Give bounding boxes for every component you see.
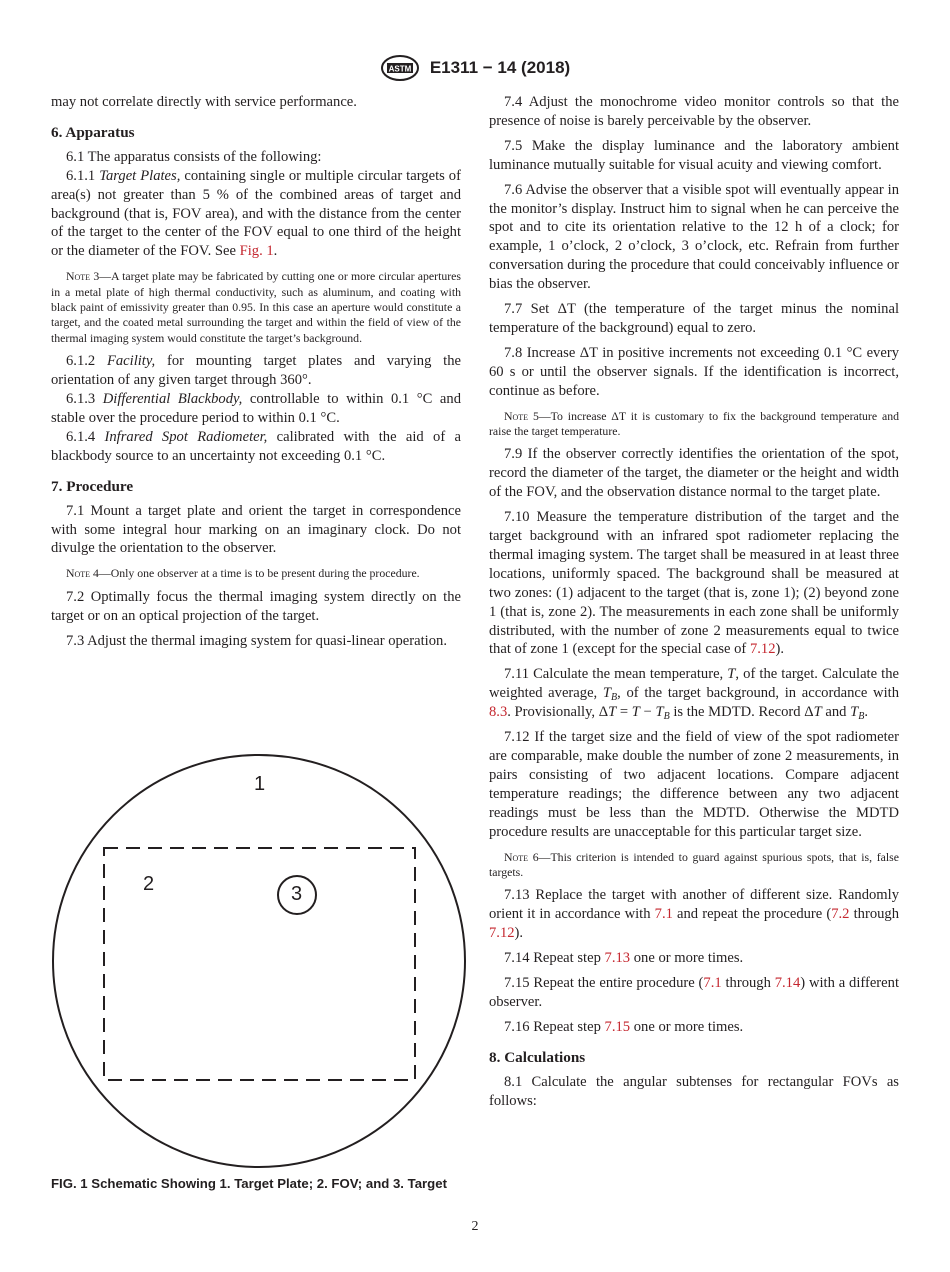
page-header — [0, 54, 950, 82]
paragraph-7-10 — [489, 508, 899, 659]
paragraph-7-13 — [489, 886, 899, 943]
symbol-t: T — [727, 666, 736, 683]
note-label: Note 5 — [504, 408, 539, 423]
target-plate-circle — [53, 755, 465, 1167]
clause-text: containing single or multiple circular targets of area(s) not greater than 5 % of the combined areas of target and background (that is, FOV area), and with the distance from the center of the target to the center of the FOV equal to one third of the height or the diameter of the FOV. See — [51, 167, 461, 260]
clause-number: 6.1.4 — [66, 428, 96, 445]
subscript-b: B — [663, 711, 670, 723]
clause-text: 7.15 Repeat the entire procedure ( — [504, 974, 704, 991]
clause-number: 6.1.1 — [66, 167, 96, 184]
symbol-t: T — [850, 704, 859, 721]
note-3 — [51, 269, 461, 346]
term: Infrared Spot Radiometer, — [104, 428, 268, 445]
clause-text: for mounting target plates and varying the orientation of any given target through 360°. — [51, 353, 461, 389]
paragraph-7-15 — [489, 974, 899, 1012]
clause-text: through — [725, 974, 771, 991]
link-7-1[interactable]: 7.1 — [654, 906, 673, 923]
page-number: 2 — [471, 1219, 479, 1234]
paragraph-7-3: 7.3 Adjust the thermal imaging system for quasi-linear operation. — [66, 632, 447, 649]
paragraph-7-12: 7.12 If the target size and the field of view of the spot radiometer are comparable, make double the number of zone 2 measurements, in pairs consisting of two adjacent locations. Compare adjacent temperature readings; the difference between any two adjacent readings must be less than the MDTD. Otherwise the MDTD procedure results are unacceptable for this particular target size. — [489, 729, 899, 840]
label-target-plate: 1 — [254, 773, 266, 795]
link-7-2[interactable]: 7.2 — [831, 906, 850, 923]
paragraph-6-1-3 — [51, 390, 461, 428]
note-label: Note 3 — [66, 269, 100, 284]
symbol-t: T — [813, 704, 822, 721]
link-7-14[interactable]: 7.14 — [774, 974, 801, 991]
paragraph-7-11 — [489, 665, 899, 722]
clause-text: 7.10 Measure the temperature distribution of the target and the target background with an infrared spot radiometer replacing the thermal imaging system. The target shall be measured in at least three locations, uniformly spaced. The background shall be measured at two zones: (1) adjacent to the target (that is, zone 1); (2) beyond zone 1 (that is, zone 2). The measurements in each zone shall be uniformly distributed, with the number of zone 2 measurements equal to twice that of zone 1 (except for the special case of — [489, 509, 899, 658]
clause-text: and repeat the procedure ( — [677, 906, 832, 923]
link-8-3[interactable]: 8.3 — [489, 704, 508, 721]
link-7-15[interactable]: 7.15 — [604, 1018, 631, 1035]
clause-text: 7.11 Calculate the mean temperature, — [504, 666, 724, 683]
svg-text:ASTM: ASTM — [388, 64, 412, 74]
fig-1-link[interactable]: Fig. 1 — [239, 243, 274, 260]
astm-logo-icon — [380, 54, 420, 82]
clause-text: is the MDTD. Record Δ — [669, 704, 814, 721]
paragraph-7-6: 7.6 Advise the observer that a visible spot will eventually appear in the monitor’s display. Instruct him to signal when he can perceive the spot and to cite its orientation relative to the 12 h of a clock; for example, 1 o’clock, 2 o’clock, 3 o’clock, etc. Refrain from further conversation during the procedure that could conceivably influence or bias the observer. — [489, 181, 899, 293]
symbol-t: T — [602, 685, 612, 702]
right-column — [489, 93, 899, 1110]
note-label: Note 4 — [66, 566, 99, 581]
clause-text: and — [821, 704, 851, 721]
paragraph-6-1: 6.1 The apparatus consists of the following: — [66, 148, 322, 165]
note-text: —Only one observer at a time is to be present during the procedure. — [98, 566, 420, 581]
link-7-12[interactable]: 7.12 — [749, 641, 776, 658]
figure-1-drawing — [51, 752, 471, 1172]
note-text: —To increase ΔT it is customary to fix the background temperature and raise the target temperature. — [489, 408, 900, 438]
paragraph-7-16 — [489, 1018, 899, 1037]
note-text: —A target plate may be fabricated by cutting one or more circular apertures in a metal plate of high thermal conductivity, such as aluminum, and coating with black paint of emissivity greater than 0.95. In this case an aperture would constitute a target, and the coated metal surrounding the target and within the field of view of the thermal imaging system would constitute the target’s background. — [51, 269, 461, 345]
clause-text: one or more times. — [633, 950, 744, 967]
paragraph-7-4: 7.4 Adjust the monochrome video monitor controls so that the presence of noise is barely perceivable by the observer. — [489, 94, 899, 129]
paragraph-7-5: 7.5 Make the display luminance and the laboratory ambient luminance mutually suitable for visual acuity and viewing comfort. — [489, 137, 899, 173]
clause-text: ). — [775, 641, 785, 658]
paragraph-6-1-2 — [51, 352, 461, 390]
clause-number: 6.1.3 — [66, 391, 96, 408]
section-6-title: 6. Apparatus — [51, 123, 135, 141]
paragraph-7-14 — [489, 949, 899, 968]
term: Facility, — [106, 353, 156, 370]
clause-text: through — [853, 906, 900, 923]
paragraph-7-7: 7.7 Set ΔT (the temperature of the target minus the nominal temperature of the background) equal to zero. — [489, 301, 899, 336]
clause-text: ) with a different observer. — [489, 974, 899, 1010]
clause-number: 6.1.2 — [66, 353, 96, 370]
label-target: 3 — [291, 883, 303, 905]
term: Target Plates, — [99, 167, 181, 184]
paragraph-7-1: 7.1 Mount a target plate and orient the target in correspondence with some integral hour marking on an imaginary clock. Do not divulge the orientation to the observer. — [51, 502, 461, 557]
label-fov: 2 — [143, 873, 155, 895]
left-column — [51, 93, 461, 650]
clause-text: ). — [514, 925, 524, 942]
subscript-b: B — [858, 711, 865, 723]
note-text: —This criterion is intended to guard against spurious spots, that is, false targets. — [489, 849, 899, 879]
paragraph-continuation: may not correlate directly with service performance. — [51, 94, 357, 110]
paragraph-7-2: 7.2 Optimally focus the thermal imaging system directly on the target or on an optical projection of the target. — [51, 588, 461, 624]
note-5 — [489, 409, 899, 440]
clause-text: , of the target. Calculate the weighted average, — [489, 666, 900, 702]
link-7-1[interactable]: 7.1 — [703, 974, 722, 991]
clause-text: calibrated with the aid of a blackbody source to an uncertainty not exceeding 0.1 °C. — [51, 428, 461, 464]
figure-1-caption: FIG. 1 Schematic Showing 1. Target Plate; 2. FOV; and 3. Target — [51, 1176, 447, 1191]
clause-text: 7.14 Repeat step — [504, 950, 601, 967]
link-7-12[interactable]: 7.12 — [489, 925, 515, 942]
clause-text: 7.13 Replace the target with another of different size. Randomly orient it in accordance with — [489, 887, 899, 923]
figure-1-schematic — [51, 752, 471, 1172]
note-4 — [51, 566, 461, 581]
paragraph-6-1-4 — [51, 428, 461, 466]
subscript-b: B — [611, 692, 618, 704]
clause-text: 7.16 Repeat step — [504, 1018, 601, 1035]
section-8-title: 8. Calculations — [489, 1048, 586, 1066]
clause-text: controllable to within 0.1 °C and stable over the procedure period to within 0.1 °C. — [51, 391, 461, 426]
operator: = — [616, 704, 632, 721]
clause-text: . — [864, 704, 869, 721]
operator: − — [639, 704, 656, 721]
symbol-t: T — [608, 704, 617, 721]
document-id: E1311 − 14 (2018) — [429, 58, 571, 77]
term: Differential Blackbody, — [102, 391, 243, 408]
paragraph-7-9: 7.9 If the observer correctly identifies the orientation of the spot, record the diameter of the target, the diameter or the height and width of the FOV, and the observation distance normal to the target plate. — [489, 446, 899, 501]
paragraph-6-1-1: 6.1.1 Target Plates, containing single or multiple circular targets of area(s) not greater than 5 % of the combined areas of target and background (that is, FOV area), and with the distance from the center of the target to the center of the FOV equal to one third of the height or the diameter of the FOV. See Fig. 1. — [51, 167, 461, 260]
note-label: Note 6 — [504, 849, 539, 864]
symbol-t: T — [655, 704, 664, 721]
clause-text: one or more times. — [633, 1018, 744, 1035]
paragraph-8-1: 8.1 Calculate the angular subtenses for rectangular FOVs as follows: — [489, 1073, 899, 1109]
clause-text: . Provisionally, Δ — [507, 704, 609, 721]
note-6 — [489, 850, 899, 881]
clause-text: , of the target background, in accordance with — [617, 685, 900, 702]
link-7-13[interactable]: 7.13 — [604, 950, 631, 967]
section-7-title: 7. Procedure — [51, 477, 134, 495]
symbol-t: T — [631, 704, 640, 721]
paragraph-7-8: 7.8 Increase ΔT in positive increments not exceeding 0.1 °C every 60 s or until the observer signals. If the identification is incorrect, continue as before. — [489, 344, 899, 399]
